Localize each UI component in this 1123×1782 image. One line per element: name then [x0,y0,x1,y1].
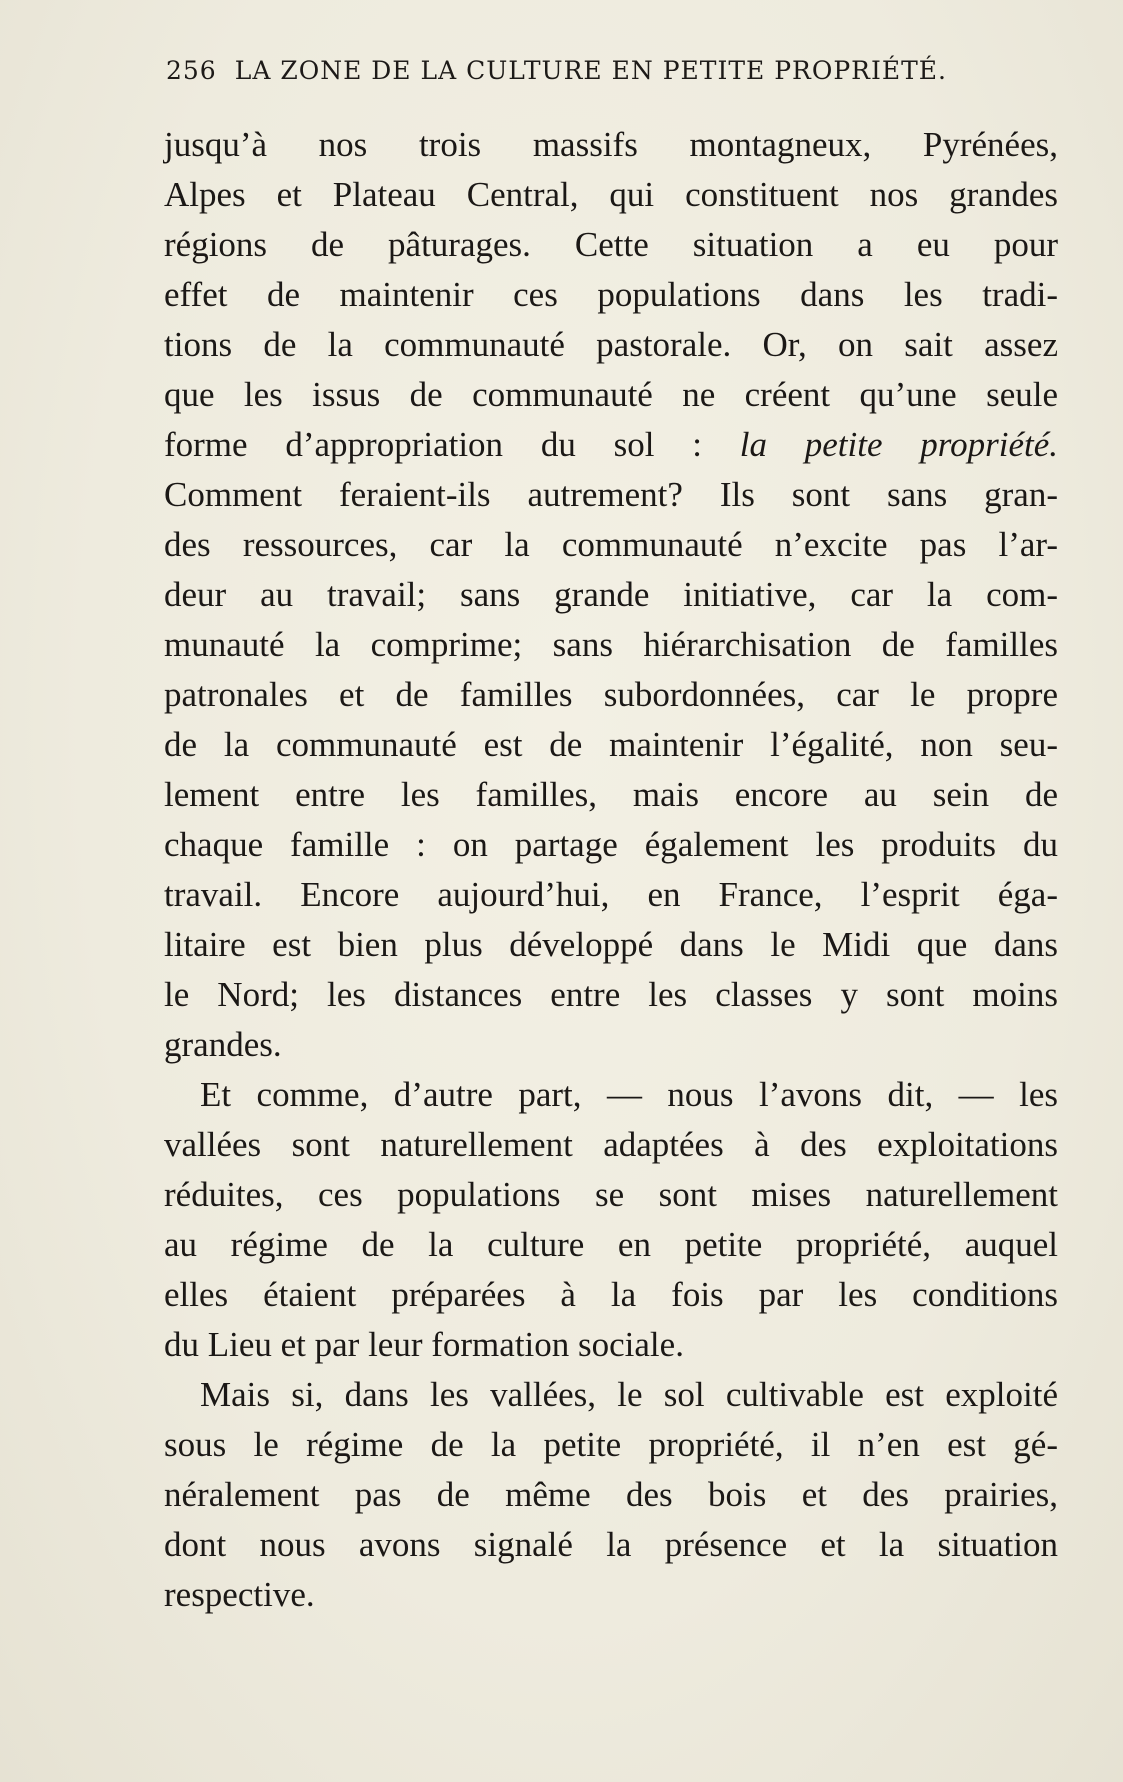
text-line: des ressources, car la communauté n’excite pas l’ar- [164,525,1058,564]
italic-phrase: la petite propriété. [739,425,1058,464]
text-line: lement entre les familles, mais encore au sein de [164,775,1058,814]
text-line: au régime de la culture en petite propriété, auquel [164,1225,1058,1264]
text-line: réduites, ces populations se sont mises naturellement [164,1175,1058,1214]
text-line: elles étaient préparées à la fois par les conditions [164,1275,1058,1314]
text-line: effet de maintenir ces populations dans les tradi- [164,275,1058,314]
running-title: LA ZONE DE LA CULTURE EN PETITE PROPRIÉTÉ. [234,56,947,85]
text-line: le Nord; les distances entre les classes y sont moins [164,975,1058,1014]
text-line: munauté la comprime; sans hiérarchisation de familles [164,625,1058,664]
text-line [164,420,1058,470]
text-line: respective. [164,1575,315,1614]
text-line: Alpes et Plateau Central, qui constituent nos grandes [164,175,1058,214]
text-line: sous le régime de la petite propriété, il n’en est gé- [164,1425,1058,1464]
text-line: jusqu’à nos trois massifs montagneux, Pyrénées, [164,125,1058,164]
text-line: de la communauté est de maintenir l’égalité, non seu- [164,725,1058,764]
text-line: dont nous avons signalé la présence et la situation [164,1525,1058,1564]
text-line: que les issus de communauté ne créent qu’une seule [164,375,1058,414]
running-head [166,56,1026,96]
text-span: forme d’appropriation du sol : [164,425,740,464]
text-line: du Lieu et par leur formation sociale. [164,1325,684,1364]
text-line: patronales et de familles subordonnées, car le propre [164,675,1058,714]
text-line: litaire est bien plus développé dans le Midi que dans [164,925,1058,964]
text-line: Et comme, d’autre part, — nous l’avons dit, — les [200,1075,1058,1114]
text-line: chaque famille : on partage également les produits du [164,825,1058,864]
text-line: grandes. [164,1025,282,1064]
text-line: travail. Encore aujourd’hui, en France, l’esprit éga- [164,875,1058,914]
text-line: régions de pâturages. Cette situation a eu pour [164,225,1058,264]
text-line: Comment feraient-ils autrement? Ils sont sans gran- [164,475,1058,514]
text-line: néralement pas de même des bois et des prairies, [164,1475,1058,1514]
text-line: deur au travail; sans grande initiative, car la com- [164,575,1058,614]
text-line: vallées sont naturellement adaptées à des exploitations [164,1125,1058,1164]
text-line: tions de la communauté pastorale. Or, on sait assez [164,325,1058,364]
page-number: 256 [166,56,217,85]
text-line: Mais si, dans les vallées, le sol cultivable est exploité [200,1375,1058,1414]
body-text [164,120,1058,1620]
